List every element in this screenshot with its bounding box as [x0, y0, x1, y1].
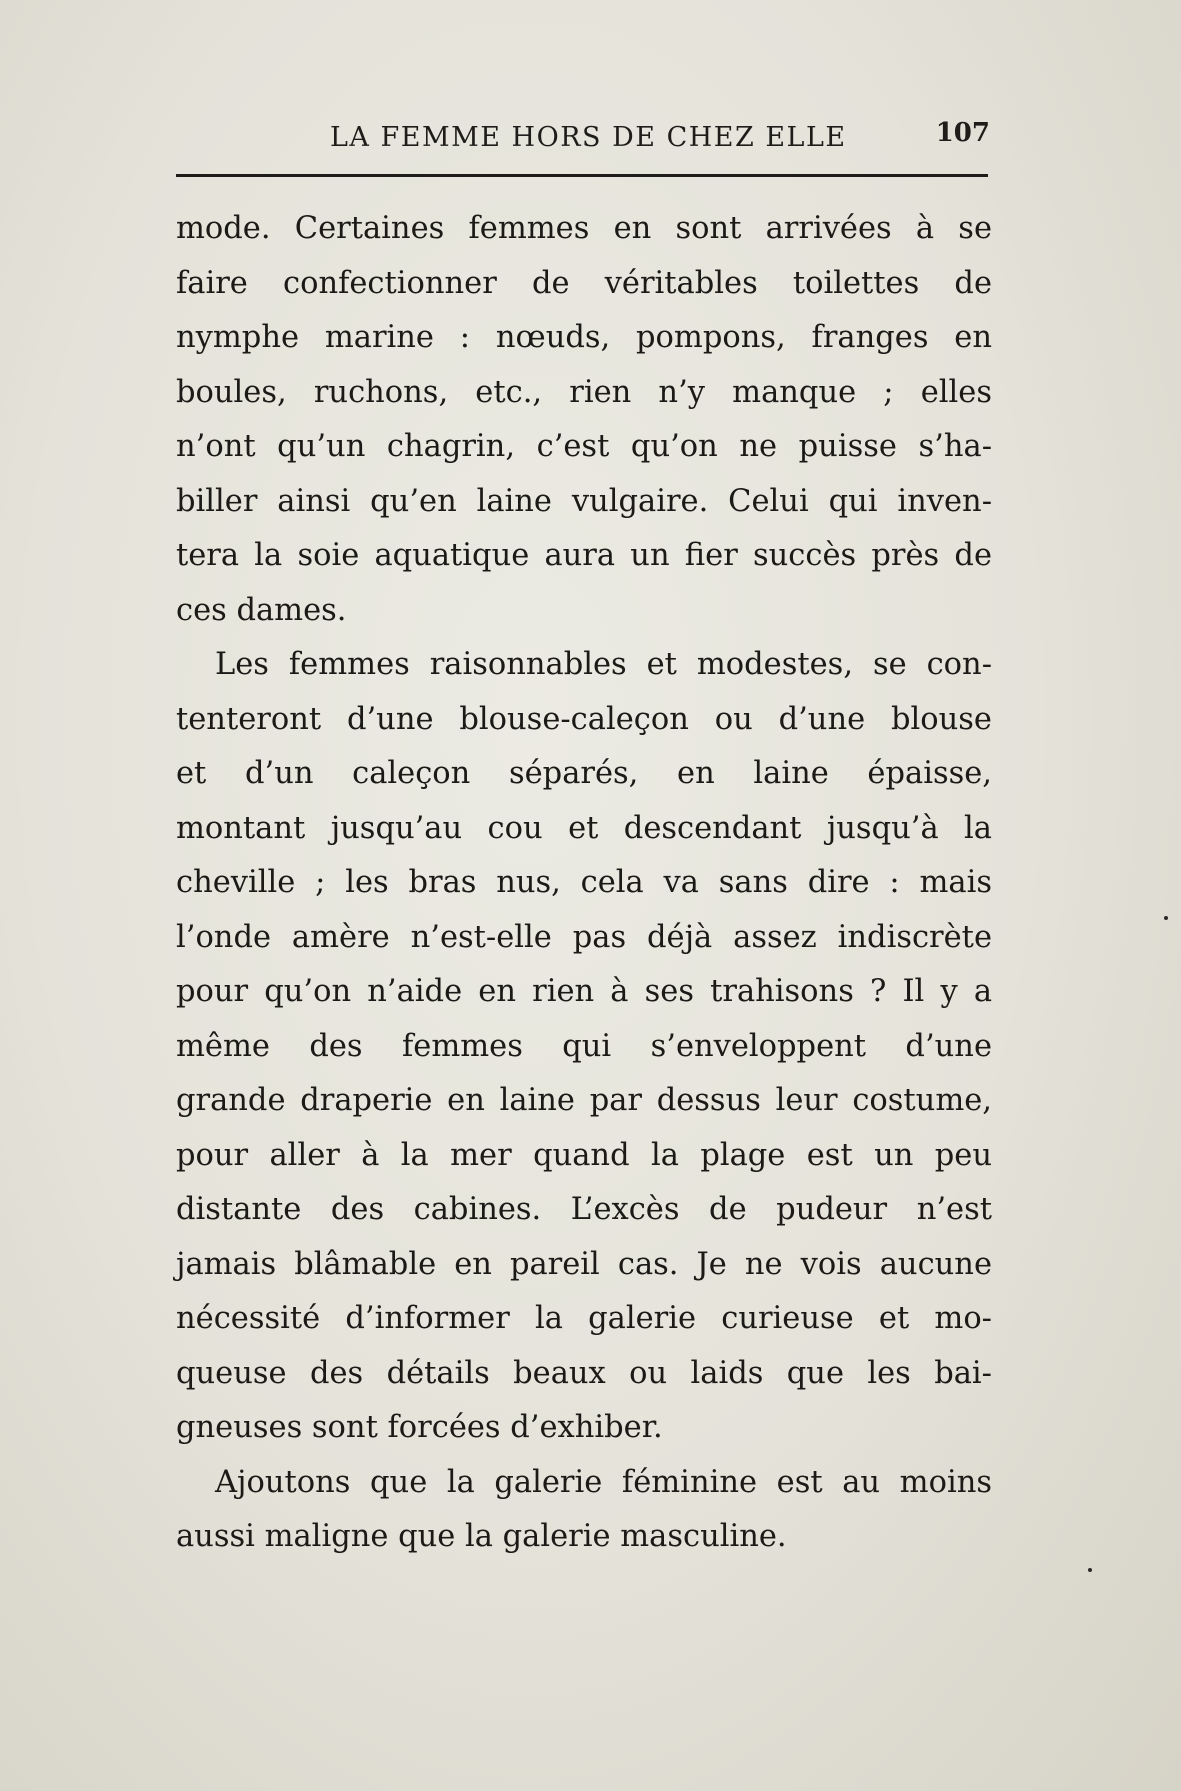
text-line: mode. Certaines femmes en sont arrivées à se: [176, 211, 992, 246]
text-line: pour qu’on n’aide en rien à ses trahisons ? Il y a: [176, 974, 992, 1009]
text-line: n’ont qu’un chagrin, c’est qu’on ne puisse s’ha-: [176, 429, 992, 464]
running-title: LA FEMME HORS DE CHEZ ELLE: [330, 122, 847, 153]
text-line: biller ainsi qu’en laine vulgaire. Celui qui inven-: [176, 483, 992, 519]
text-line: Les femmes raisonnables et modestes, se con-: [215, 647, 992, 682]
text-line: nymphe marine : nœuds, pompons, franges en: [176, 320, 992, 355]
text-line: boules, ruchons, etc., rien n’y manque ; elles: [176, 374, 992, 410]
text-line: tenteront d’une blouse-caleçon ou d’une blouse: [176, 701, 992, 737]
text-line: faire confectionner de véritables toilettes de: [176, 265, 992, 301]
text-line: grande draperie en laine par dessus leur costume,: [176, 1083, 992, 1118]
text-line: Ajoutons que la galerie féminine est au moins: [215, 1464, 992, 1500]
header-rule: [176, 174, 988, 177]
body-text: [176, 202, 992, 1565]
page-header: [176, 112, 990, 162]
text-line: même des femmes qui s’enveloppent d’une: [176, 1028, 992, 1064]
paragraph-1: [176, 202, 992, 638]
text-line: distante des cabines. L’excès de pudeur n’est: [176, 1192, 992, 1227]
text-line: gneuses sont forcées d’exhiber.: [176, 1410, 663, 1445]
text-line: pour aller à la mer quand la plage est un peu: [176, 1137, 992, 1173]
page-number: 107: [935, 118, 990, 148]
text-line: jamais blâmable en pareil cas. Je ne vois aucune: [176, 1246, 992, 1282]
text-line: l’onde amère n’est-elle pas déjà assez indiscrète: [176, 919, 992, 955]
text-line: nécessité d’informer la galerie curieuse et mo-: [176, 1301, 992, 1336]
text-line: cheville ; les bras nus, cela va sans dire : mais: [176, 865, 992, 900]
text-line: montant jusqu’au cou et descendant jusqu’à la: [176, 810, 992, 846]
text-line: aussi maligne que la galerie masculine.: [176, 1519, 787, 1554]
paragraph-3: [176, 1456, 992, 1565]
paragraph-2: [176, 638, 992, 1456]
text-line: queuse des détails beaux ou laids que les bai-: [176, 1355, 992, 1391]
text-line: et d’un caleçon séparés, en laine épaisse,: [176, 756, 992, 791]
paper-speck: [1088, 1568, 1092, 1572]
text-line: ces dames.: [176, 592, 347, 628]
text-line: tera la soie aquatique aura un fier succès près de: [176, 538, 992, 573]
paper-speck: [1164, 916, 1168, 920]
